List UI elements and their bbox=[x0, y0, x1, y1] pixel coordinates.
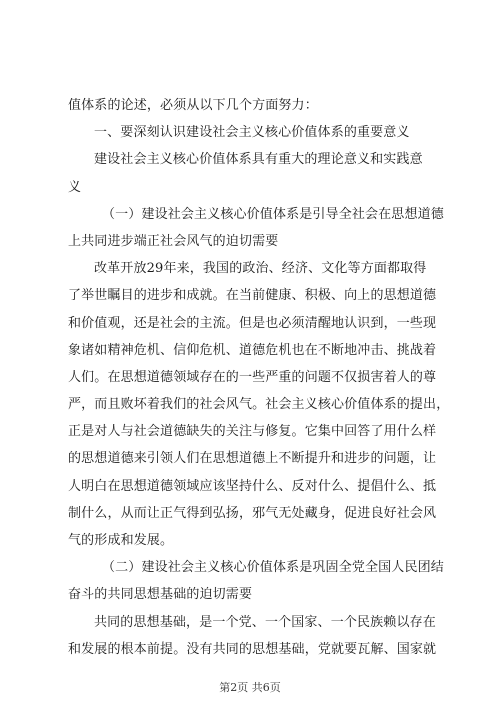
text-line: 改革开放29年来，我国的政治、经济、文化等方面都取得 bbox=[94, 261, 427, 277]
document-body bbox=[68, 92, 450, 663]
text-line: 制什么，从而让正气得到弘扬，邪气无处藏身，促进良好社会风 bbox=[68, 505, 437, 521]
text-line: 了举世瞩目的进步和成就。在当前健康、积极、向上的思想道德 bbox=[68, 288, 437, 304]
text-line: 人明白在思想道德领域应该坚持什么、反对什么、提倡什么、抵 bbox=[68, 478, 437, 494]
text-line: 气的形成和发展。 bbox=[68, 533, 174, 548]
text-line: 的思想道德来引领人们在思想道德上不断提升和进步的问题，让 bbox=[68, 451, 437, 467]
text-line: 共同的思想基础，是一个党、一个国家、一个民族赖以存在 bbox=[94, 614, 436, 630]
text-line: 义 bbox=[68, 179, 82, 195]
text-line: 象诸如精神危机、信仰危机、道德危机也在不断地冲击、挑战着 bbox=[68, 342, 437, 358]
text-line: 值体系的论述，必须从以下几个方面努力： bbox=[68, 98, 318, 113]
subsection-heading-cont: 上共同进步端正社会风气的迫切需要 bbox=[68, 233, 279, 249]
text-line: 和发展的根本前提。没有共同的思想基础，党就要瓦解、国家就 bbox=[68, 641, 437, 657]
text-line: 和价值观，还是社会的主流。但是也必须清醒地认识到，一些现 bbox=[68, 315, 437, 331]
subsection-heading: （二）建设社会主义核心价值体系是巩固全党全国人民团结 bbox=[102, 560, 444, 576]
text-line: 严，而且败坏着我们的社会风气。社会主义核心价值体系的提出， bbox=[68, 397, 450, 413]
section-heading: 一、要深刻认识建设社会主义核心价值体系的重要意义 bbox=[94, 125, 410, 141]
page-footer bbox=[0, 679, 500, 695]
subsection-heading-cont: 奋斗的共同思想基础的迫切需要 bbox=[68, 587, 253, 603]
text-line: 人们。在思想道德领域存在的一些严重的问题不仅损害着人的尊 bbox=[68, 369, 437, 385]
page-number: 第2页 共6页 bbox=[219, 681, 281, 694]
text-line: 建设社会主义核心价值体系具有重大的理论意义和实践意 bbox=[94, 152, 423, 168]
text-line: 正是对人与社会道德缺失的关注与修复。它集中回答了用什么样 bbox=[68, 424, 437, 440]
subsection-heading: （一）建设社会主义核心价值体系是引导全社会在思想道德 bbox=[102, 206, 444, 222]
